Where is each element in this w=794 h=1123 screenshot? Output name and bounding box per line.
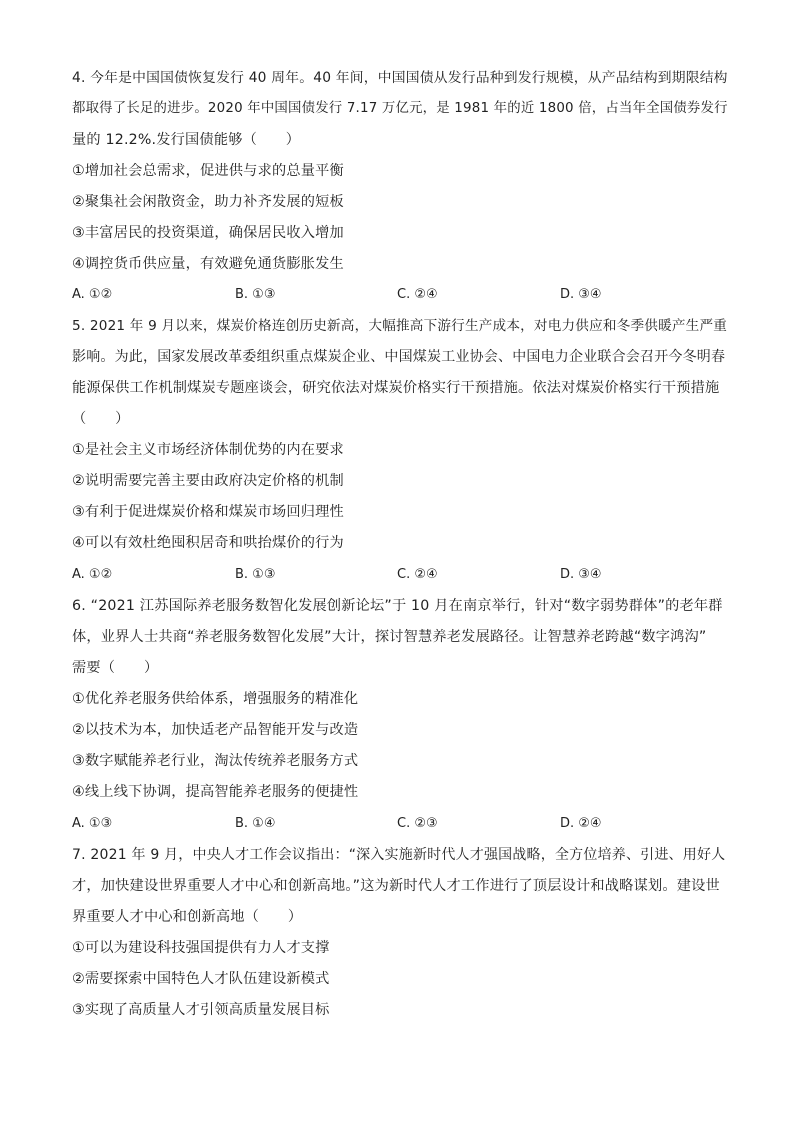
choice-b: B. ①③ (235, 567, 276, 582)
question-stem-line: 需要（ ） (72, 660, 159, 676)
question-stem-line: 才，加快建设世界重要人才中心和创新高地。”这为新时代人才工作进行了顶层设计和战略谋划。建设世 (72, 878, 720, 894)
statement-item: ①可以为建设科技强国提供有力人才支撑 (72, 940, 330, 956)
statement-item: ③实现了高质量人才引领高质量发展目标 (72, 1002, 330, 1018)
choice-a: A. ①② (72, 287, 113, 302)
choice-a: A. ①② (72, 567, 113, 582)
statement-item: ③丰富居民的投资渠道，确保居民收入增加 (72, 225, 344, 241)
question-stem-line: 体，业界人士共商“养老服务数智化发展”大计，探讨智慧养老发展路径。让智慧养老跨越“数字鸿沟” (72, 629, 707, 645)
question-stem-line: 量的 12.2%.发行国债能够（ ） (72, 132, 301, 148)
statement-item: ①增加社会总需求，促进供与求的总量平衡 (72, 163, 344, 179)
choice-b: B. ①③ (235, 287, 276, 302)
choice-d: D. ③④ (560, 567, 602, 582)
question-stem-line: 界重要人才中心和创新高地（ ） (72, 909, 303, 925)
question-stem-line: 6. “2021 江苏国际养老服务数智化发展创新论坛”于 10 月在南京举行，针对“数字弱势群体”的老年群 (72, 598, 723, 614)
choice-b: B. ①④ (235, 816, 276, 831)
choice-d: D. ③④ (560, 287, 602, 302)
question-stem-line: 都取得了长足的进步。2020 年中国国债发行 7.17 万亿元，是 1981 年的近 1800 倍，占当年全国债券发行 (72, 101, 728, 116)
statement-item: ①优化养老服务供给体系，增强服务的精准化 (72, 691, 359, 707)
statement-item: ②聚集社会闲散资金，助力补齐发展的短板 (72, 194, 344, 210)
question-stem-line: （ ） (72, 411, 130, 427)
statement-item: ③有利于促进煤炭价格和煤炭市场回归理性 (72, 504, 344, 520)
statement-item: ④线上线下协调，提高智能养老服务的便捷性 (72, 784, 359, 800)
choice-c: C. ②③ (397, 816, 438, 831)
question-stem-line: 5. 2021 年 9 月以来，煤炭价格连创历史新高，大幅推高下游行生产成本，对电力供应和冬季供暖产生严重 (72, 318, 728, 334)
question-stem-line: 能源保供工作机制煤炭专题座谈会，研究依法对煤炭价格实行干预措施。依法对煤炭价格实行干预措施 (72, 380, 720, 396)
choice-a: A. ①③ (72, 816, 113, 831)
statement-item: ②以技术为本，加快适老产品智能开发与改造 (72, 722, 359, 738)
question-stem-line: 4. 今年是中国国债恢复发行 40 周年。40 年间，中国国债从发行品种到发行规模，从产品结构到期限结构 (72, 70, 728, 86)
statement-item: ④可以有效杜绝囤积居奇和哄抬煤价的行为 (72, 535, 344, 551)
choice-d: D. ②④ (560, 816, 602, 831)
question-stem-line: 影响。为此，国家发展改革委组织重点煤炭企业、中国煤炭工业协会、中国电力企业联合会召开今冬明春 (72, 349, 726, 365)
statement-item: ②需要探索中国特色人才队伍建设新模式 (72, 971, 330, 987)
statement-item: ③数字赋能养老行业，淘汰传统养老服务方式 (72, 753, 359, 769)
statement-item: ②说明需要完善主要由政府决定价格的机制 (72, 473, 344, 489)
statement-item: ④调控货币供应量，有效避免通货膨胀发生 (72, 256, 344, 272)
choice-c: C. ②④ (397, 567, 438, 582)
statement-item: ①是社会主义市场经济体制优势的内在要求 (72, 442, 344, 458)
question-stem-line: 7. 2021 年 9 月，中央人才工作会议指出：“深入实施新时代人才强国战略，全方位培养、引进、用好人 (72, 847, 726, 863)
choice-c: C. ②④ (397, 287, 438, 302)
